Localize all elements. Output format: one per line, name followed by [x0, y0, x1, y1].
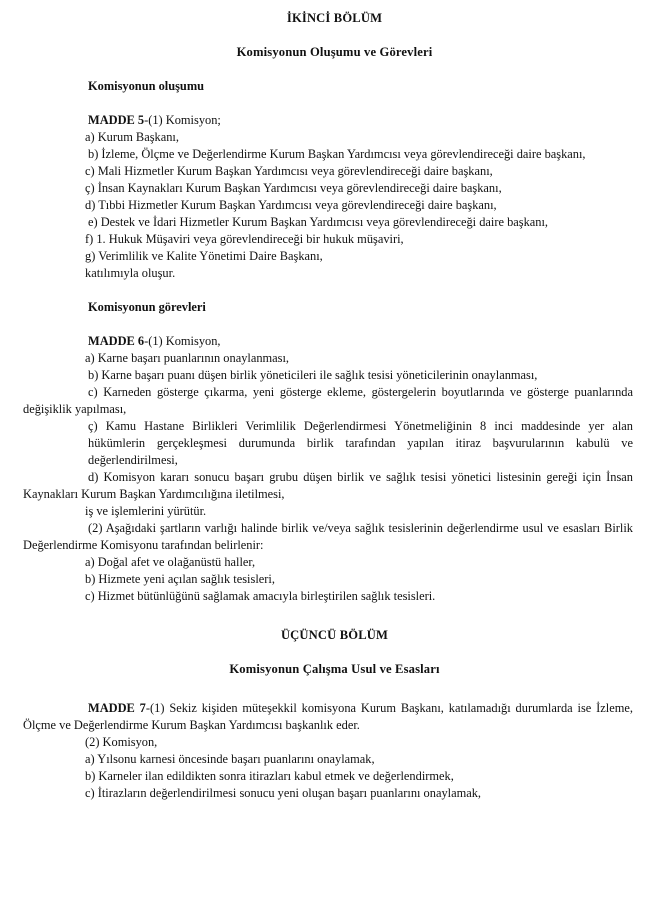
document-body: [23, 0, 633, 802]
article-5-closing: katılımıyla oluşur.: [85, 266, 176, 280]
article-6-paragraph-2: (2) Aşağıdaki şartların varlığı halinde birlik ve/veya sağlık tesislerinin değerlendirme usul ve esasları Birlik Değerlendirme Komisyonu tarafından belirlenir:: [23, 521, 633, 552]
article-5-item-f: f) 1. Hukuk Müşaviri veya görevlendireceği bir hukuk müşaviri,: [85, 232, 404, 246]
article-7-p2-item-b: b) Karneler ilan edildikten sonra itirazları kabul etmek ve değerlendirmek,: [85, 769, 454, 783]
article-5-item-d: d) Tıbbi Hizmetler Kurum Başkan Yardımcısı veya görevlendireceği daire başkanı,: [85, 198, 497, 212]
article-6-item-c: c) Karneden gösterge çıkarma, yeni gösterge ekleme, göstergelerin boyutlarında ve gösterge puanlarında değişiklik yapılması,: [23, 385, 633, 416]
article-6-item-d: d) Komisyon kararı sonucu başarı grubu düşen birlik ve sağlık tesisi yönetici listesinin gereği için İnsan Kaynakları Kurum Başkan Yardımcılığına iletilmesi,: [23, 470, 633, 501]
article-5-number: MADDE 5: [88, 113, 145, 127]
article-6-intro: [23, 333, 633, 350]
article-5-item-cc: ç) İnsan Kaynakları Kurum Başkan Yardımcısı veya görevlendireceği daire başkanı,: [85, 181, 502, 195]
article-6-p2-item-c: c) Hizmet bütünlüğünü sağlamak amacıyla birleştirilen sağlık tesisleri.: [85, 589, 436, 603]
article-6-number: MADDE 6: [88, 334, 145, 348]
article-6-item-b: b) Karne başarı puanı düşen birlik yöneticileri ile sağlık tesisi yöneticilerinin onaylanması,: [88, 368, 538, 382]
article-7-intro-rest: -(1) Sekiz kişiden müteşekkil komisyona Kurum Başkanı, katılamadığı durumlarda ise İzleme, Ölçme ve Değerlendirme Kurum Başkan Yardımcısı başkanlık eder.: [23, 701, 633, 732]
chapter-subheading-two: Komisyonun Oluşumu ve Görevleri: [236, 45, 433, 59]
article-6-closing: iş ve işlemlerini yürütür.: [85, 504, 207, 518]
article-6-item-cc: ç) Kamu Hastane Birlikleri Verimlilik Değerlendirmesi Yönetmeliğinin 8 inci maddesinde yer alan hükümlerin gerçekleşmesi durumunda birlik tarafından yapılan itiraz başvurularının kabulü ve değerlendirilmesi,: [88, 419, 633, 467]
article-7-p2-item-a: a) Yılsonu karnesi öncesinde başarı puanlarını onaylamak,: [85, 752, 375, 766]
article-6-side-heading: Komisyonun görevleri: [88, 300, 206, 314]
article-5-side-heading: Komisyonun oluşumu: [88, 79, 205, 93]
article-5-item-c: c) Mali Hizmetler Kurum Başkan Yardımcısı veya görevlendireceği daire başkanı,: [85, 164, 493, 178]
article-5-item-a: a) Kurum Başkanı,: [85, 130, 179, 144]
article-7-p2-item-c: c) İtirazların değerlendirilmesi sonucu yeni oluşan başarı puanlarını onaylamak,: [85, 786, 482, 800]
article-6-p2-item-b: b) Hizmete yeni açılan sağlık tesisleri,: [85, 572, 275, 586]
article-5-item-e: e) Destek ve İdari Hizmetler Kurum Başkan Yardımcısı veya görevlendireceği daire başkanı,: [88, 215, 549, 229]
chapter-heading-three: ÜÇÜNCÜ BÖLÜM: [280, 628, 389, 642]
chapter-subheading-three: Komisyonun Çalışma Usul ve Esasları: [229, 662, 440, 676]
article-7-intro: [23, 700, 633, 734]
article-5-intro: [23, 112, 633, 129]
chapter-heading-two: İKİNCİ BÖLÜM: [286, 11, 383, 25]
article-6-intro-rest: -(1) Komisyon,: [144, 334, 221, 348]
article-5-intro-rest: -(1) Komisyon;: [144, 113, 221, 127]
article-6-p2-item-a: a) Doğal afet ve olağanüstü haller,: [85, 555, 256, 569]
article-5-item-b: b) İzleme, Ölçme ve Değerlendirme Kurum Başkan Yardımcısı veya görevlendireceği daire başkanı,: [88, 147, 586, 161]
article-7-number: MADDE 7: [88, 701, 146, 715]
article-5-item-g: g) Verimlilik ve Kalite Yönetimi Daire Başkanı,: [85, 249, 323, 263]
article-6-item-a: a) Karne başarı puanlarının onaylanması,: [85, 351, 290, 365]
article-7-paragraph-2: (2) Komisyon,: [85, 735, 158, 749]
